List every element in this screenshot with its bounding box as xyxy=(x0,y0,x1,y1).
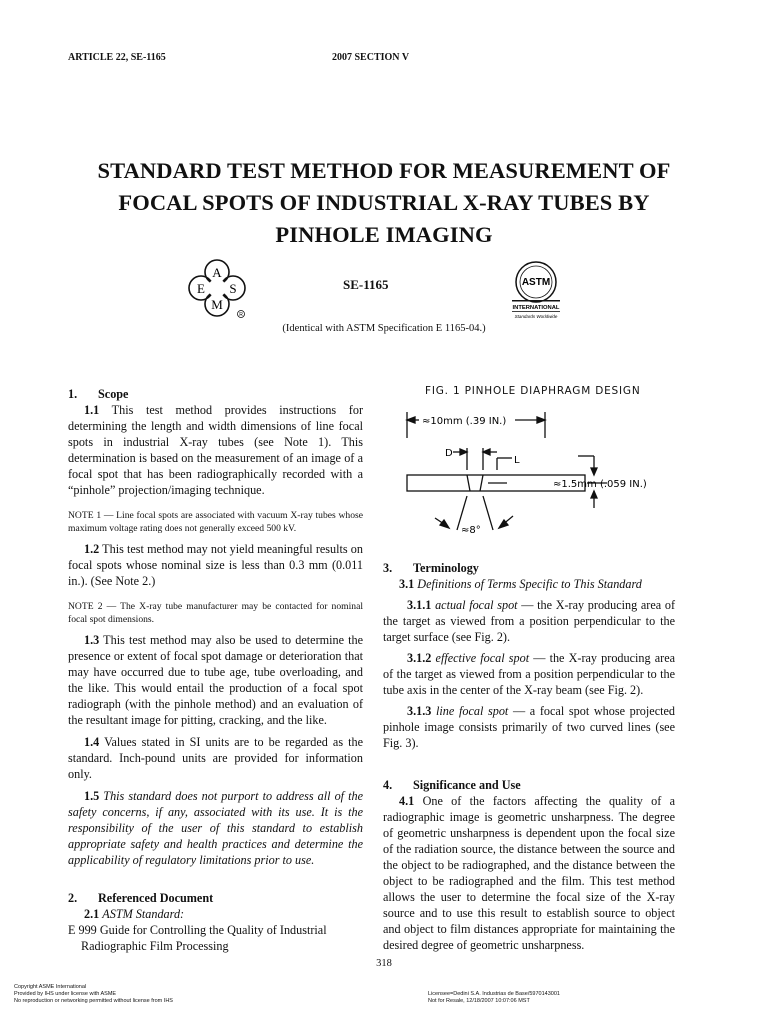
document-title xyxy=(60,155,708,251)
svg-text:M: M xyxy=(211,297,223,312)
svg-text:INTERNATIONAL: INTERNATIONAL xyxy=(512,305,560,311)
paragraph-3-1-3: 3.1.3 line focal spot — a focal spot whose projected pinhole image consists primarily of two curved lines (see Fig. 3). xyxy=(383,704,675,750)
svg-text:R: R xyxy=(239,312,243,318)
page-number: 318 xyxy=(376,958,392,969)
paragraph-1-1: 1.1 This test method provides instructions for determining the length and width dimensions of line focal spots in industrial X-ray tubes (see Note 1). This determination is based on the measurement of an image of a focal spot that has been radiographically recorded with a “pinhole” projection/imaging technique. xyxy=(68,403,363,497)
dim-right-label: ≈1.5mm (.059 IN.) xyxy=(553,479,647,490)
label-d: D xyxy=(445,448,453,459)
astm-logo xyxy=(508,258,568,322)
running-header-left: ARTICLE 22, SE-1165 xyxy=(68,52,166,63)
angle-label: ≈8° xyxy=(461,525,481,536)
pinhole-diaphragm-figure xyxy=(395,408,675,538)
svg-text:E: E xyxy=(197,281,205,296)
note-1: NOTE 1 — Line focal spots are associated with vacuum X-ray tubes whose maximum voltage rating does not generally exceed 500 kV. xyxy=(68,510,363,534)
paragraph-3-1: 3.1 Definitions of Terms Specific to This Standard xyxy=(399,577,642,591)
paragraph-1-5: 1.5 This standard does not purport to address all of the safety concerns, if any, associated with its use. It is the responsibility of the user of this standard to establish appropriate safety and health practices and determine the applicability of regulatory limitations prior to use. xyxy=(68,789,364,867)
title-line: STANDARD TEST METHOD FOR MEASUREMENT OF xyxy=(97,158,671,183)
svg-text:A: A xyxy=(212,265,222,280)
section-4-heading: 4. Significance and Use xyxy=(383,778,521,792)
reference-e999: E 999 Guide for Controlling the Quality of Industrial Radiographic Film Processing xyxy=(68,923,327,953)
paragraph-1-4: 1.4 Values stated in SI units are to be regarded as the standard. Inch-pound units are provided for information only. xyxy=(68,735,363,781)
running-header-center: 2007 SECTION V xyxy=(332,52,410,63)
paragraph-3-1-2: 3.1.2 effective focal spot — the X-ray producing area of the target as viewed from a position perpendicular to the tube axis in the center of the X-ray beam (see Fig. 2). xyxy=(383,651,676,697)
title-line: PINHOLE IMAGING xyxy=(275,222,493,247)
footer-left: Copyright ASME International Provided by IHS under license with ASME No reproduction or networking permitted without license from IHS xyxy=(14,984,173,1004)
svg-text:ASTM: ASTM xyxy=(521,277,551,288)
svg-text:Standards Worldwide: Standards Worldwide xyxy=(514,314,558,319)
svg-text:S: S xyxy=(229,281,237,296)
title-line: FOCAL SPOTS OF INDUSTRIAL X-RAY TUBES BY xyxy=(118,190,650,215)
footer-right: Licensee=Dedini S.A. Industrias de Base/5970143001 Not for Resale, 12/18/2007 10:07:06 MST xyxy=(428,991,560,1004)
paragraph-2-1: 2.1 ASTM Standard: xyxy=(84,907,185,921)
designation: SE-1165 xyxy=(343,277,389,292)
identical-note: (Identical with ASTM Specification E 1165-04.) xyxy=(282,323,486,334)
dim-top-label: ≈10mm (.39 IN.) xyxy=(422,416,507,427)
paragraph-3-1-1: 3.1.1 actual focal spot — the X-ray producing area of the target as viewed from a position perpendicular to the target surface (see Fig. 2). xyxy=(383,598,676,644)
note-2: NOTE 2 — The X-ray tube manufacturer may be contacted for nominal focal spot dimensions. xyxy=(68,601,363,625)
asme-logo xyxy=(186,258,248,320)
figure-title: FIG. 1 PINHOLE DIAPHRAGM DESIGN xyxy=(425,385,641,397)
paragraph-1-3: 1.3 This test method may also be used to determine the presence or extent of focal spot damage or deterioration that may have occurred due to tube age, tube overloading, and the like. This would entail the production of a focal spot radiograph (with the pinhole method) and an evaluation of the resultant image for pitting, cracking, and the like. xyxy=(68,633,364,727)
label-l: L xyxy=(514,455,520,466)
section-1-heading: 1. Scope xyxy=(68,387,129,401)
section-3-heading: 3. Terminology xyxy=(383,561,479,575)
section-2-heading: 2. Referenced Document xyxy=(68,891,214,905)
right-column xyxy=(383,560,675,953)
left-column xyxy=(68,386,363,954)
paragraph-1-2: 1.2 This test method may not yield meaningful results on focal spots whose nominal size is less than 0.3 mm (0.011 in.). (See Note 2.) xyxy=(68,542,363,588)
paragraph-4-1: 4.1 One of the factors affecting the quality of a radiographic image is geometric unsharpness. The degree of geometric unsharpness is dependent upon the focal size of the radiation source, the distance between the source and the object to be radiographed, and the distance between the object to be radiographed and the film. This test method allows the user to determine the focal size of the X-ray source and to use this result to establish source to object and object to film distances appropriate for maintaining the desired degree of geometric unsharpness. xyxy=(383,794,676,952)
